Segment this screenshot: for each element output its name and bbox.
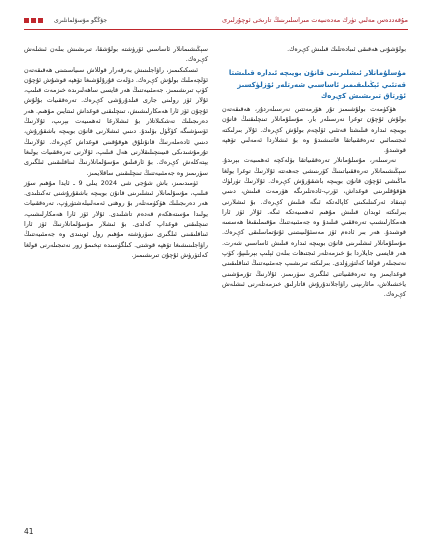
journal-name: ﺟﯘﯕﮕﻮ ﻣﯘﺳﯘﻟﻤﺎﻧﻠﯩﺮﻯ [54,17,108,24]
section-title: ﻣﯘﻗﻪﺩﺩﻩﺱ ﻣﻪﻟﯩﻲ ﺗﯜﺭﻙ ﻣﻪﺩﻩﻧﯩﻴﻪﺕ ﻣﯩﺮﺍﺳﻠﯩﺮﯨﻨﯩﯔ ﺗﺎﺭﯨﺨﻰ ﺋﻮﭼﯘﺭﻟﯩﺮﻯ [221,16,408,24]
paragraph: ﺋﯜﻣﯩﺪﯨﻤﯩﺰ، ﺑﺎﺵ ﺷﯘﺟﻰ ﺷﻰ 2024 ﻳﯩﻠﻰ 9 ـ ﺋﺎﻳﺪﺍ ﻣﯘﮬﯩﻢ ﺳﯚﺯ ﻗﯩﻠﯩﭗ، ﻣﯘﺳﯘﻟﻤﺎﻧﻼﺭ ﺋﯩﺸﻠﯩﺮﯨﻨﻰ ﻗﺎﻧﯘﻥ ﺑﻮﻳﯩﭽﻪ ﺑﺎﺷﻘﯘﺭﯗﺷﻨﻰ ﺗﻪﻛﯩﺘﻠﯩﺪﻯ. ﮬﻪﺭ ﺩﻩﺭﯨﺠﯩﻠﯩﻚ ﮬﯚﻛﯜﻣﻪﺗﻠﻪﺭ ﺑﯘ ﺭﻭﮬﻨﻰ ﺋﻪﻣﻪﻟﯩﻴﻠﻪﺷﺘﯜﺭﯛﭖ، ﺗﻪﺭﻩﻗﻘﯩﻴﺎﺕ ﻳﻮﻟﯩﺪﺍ ﻣﯘﺳﺘﻪﮬﻜﻪﻡ ﻗﻪﺩﻩﻡ ﺗﺎﺷﻠﯩﺪﻯ. ﺋﯘﻻﺭ ﺋﯚﺯ ﺋﺎﺭﺍ ﮬﻪﻣﻜﺎﺭﻟﯩﺸﯩﭗ، ﺗﯩﻨﭽﻠﯩﻘﻨﻰ ﻗﻮﻏﺪﺍﭖ ﻛﻪﻟﺪﻯ. ﺑﯘ ﺋﯩﺸﻼﺭ ﻣﯘﺳﯘﻟﻤﺎﻧﻼﺭﻧﯩﯔ ﺋﯚﺯ ﺋﺎﺭﺍ ﺋﯩﻨﺎﻗﻠﯩﻘﯩﻨﻰ ﺋﯩﻠﮕﯩﺮﻯ ﺳﯜﺭﯛﺷﺘﻪ ﻣﯘﮬﯩﻢ ﺭﻭﻝ ﺋﻮﻳﻨﯩﺪﻯ ﻭﻩ ﺟﻪﻣﺌﯩﻴﻪﺗﻨﯩﯔ ﺭﺍﯞﺍﺟﻠﯩﻨﯩﺸﯩﻐﺎ ﺗﯚﮬﭙﻪ ﻗﻮﺷﺘﻰ. ﻛﯩﻠﮕﯜﺳﯩﺪﻩ ﺗﯧﺨﯩﻤﯘ ﺯﻭﺭ ﻧﻪﺗﯩﺠﯩﻠﻪﺭﻧﻰ ﻗﻮﻟﻐﺎ ﻛﻪﻟﺘﯜﺭﯛﺵ ﺋﯘﭼﯘﻥ ﺗﯩﺮﯨﺸﯩﻤﯩﺰ. [24,178,208,259]
header-squares-decoration [24,18,43,23]
right-column [222,44,406,300]
paragraph: ﺑﻮﻟﯘﺷﯘﻧﻰ ﮬﻪﻗﯩﻘﻰ ﺋﯩﺒﺎﺩﻩﺗﻠﯩﻚ ﻗﯩﻠﯩﺶ ﻛېﺮﻩﻙ. [287,45,406,53]
paragraph: ﺳﯧﯖﯩﺸﯩﻤﺎﻧﻼﺭ ﺋﺎﺳﺎﺳﯩﻲ ﺋﯚﺭﯛﺷﺘﻪ ﺑﻮﻟﯘﺷﻘﺎ، ﺗﯩﺮﯨﺸﯩﺶ ﺑﯩﻠﻪﻥ ﺋﯩﺸﻠﻪﺵ ﻛېﺮﻩﻙ. [24,45,208,64]
header-rule [24,29,408,30]
section-heading: ﻣﯘﺳﻠﯘﻣﺎﻧﻼﺭ ﺋﯩﺸﻠﯩﺮﯨﻨﻰ ﻗﺎﻧﯘﻥ ﺑﻮﻳﯩﭽﻪ ﺋﯩﺪﺍﺭﻩ ﻗﯩﻠﯩﺸﺘﺎ ﻗﻪﺗﺌﯩﻲ ﺋﯧﯖﯩﻠﯩﻘﯩﻤﯩﺰ ﺋﺎﺳﺎﺳﯩﻲ ﺷﻪﺭﺗﻠﻪﺭ ﺋﯚﺯﻟﯜﻛﺴﯩﺰ ﺋﯚﺭﺗﺎﻕ ﺗﯩﺮﯨﺸﯩﺶ ﻛېﺮﻩﻙ [228,69,406,100]
paragraph: ﺋﯩﺴﻜﯩﻜﯩﻤﯩﺰ، ﺭﺍﯞﺍﺟﻠﯩﻨﯩﺶ ﺑﻪﺭﻗﻪﺭﺍﺭ ﻗﻮﻟﻼﺵ ﺳﯩﻴﺎﺳﯩﺘﯩﻨﻰ ﮬﻪﻗﯩﻘﻪﺗﻪﻥ ﺋﯚﻟﭽﻪﻣﻠﯩﻚ ﺑﻮﻟﯘﺵ ﻛېﺮﻩﻙ. ﺩﯙﻟﻪﺕ ﻗﯘﺭﯗﻟﯘﺷﯩﻐﺎ ﺗﯚﮬﭙﻪ ﻗﻮﺷﯘﺵ ﺋﯘﭼﯘﻥ ﻛﯚﭖ ﺗﯩﺮﯨﺸﯩﻤﯩﺰ. ﺟﻪﻣﺌﯩﻴﻪﺗﻨﯩﯔ ﮬﻪﺭ ﻗﺎﻳﺴﻰ ﺳﺎﮬﻪﻟﯩﺮﯨﺪﻩ ﺧﯩﺰﻣﻪﺕ ﻗﯩﻠﯩﭗ، ﺋﯘﻻﺭ ﺋﯚﺯ ﺭﻭﻟﯩﻨﻰ ﺟﺎﺭﻯ ﻗﯩﻠﺪﯗﺭﯗﺷﻰ ﻛېﺮﻩﻙ. ﺗﻪﺭﻩﻗﻘﯩﻴﺎﺕ ﺑﯘﻟﯘﺵ ﺋﯘﭼﯘﻥ ﺋﯚﺯ ﺋﺎﺭﺍ ﮬﻪﻣﻜﺎﺭﻟﯩﺸﯩﺶ، ﺗﯩﻨﭽﻠﯩﻘﻨﻰ ﻗﻮﻏﺪﺍﺵ ﺋﯩﻨﺘﺎﻳﯩﻦ ﻣﯘﮬﯩﻢ. ﮬﻪﺭ ﺩﻩﺭﯨﺠﯩﻠﯩﻚ ﺗﻪﺷﻜﯩﻼﺗﻼﺭ ﺑﯘ ﺋﯩﺸﻼﺭﻏﺎ ﺋﻪﮬﻤﯩﻴﻪﺕ ﺑﯧﺮﯨﭗ، ﺋﯘﻻﺭﻧﯩﯔ ﺋﯚﺳﯜﺷﯩﮕﻪ ﻛﯚﯕﯜﻝ ﺑﯚﻟﯩﺪﯗ. ﺩﯨﻨﯩﻲ ﺋﯩﺸﻼﺭﻧﻰ ﻗﺎﻧﯘﻥ ﺑﻮﻳﯩﭽﻪ ﺑﺎﺷﻘﯘﺭﯗﺵ، ﺩﯨﻨﯩﻲ ﺋﺎﺩﻩﻣﻠﻪﺭﻧﯩﯔ ﻗﺎﻧﯘﻧﻠﯘﻕ ﮬﻮﻗﯘﻗﯩﻨﻰ ﻗﻮﻏﺪﺍﺵ ﻛېﺮﻩﻙ. ﺋﯘﻻﺭﻧﯩﯔ ﺗﯘﺭﻣﯘﺷﯩﺪﯨﻜﻰ ﻗﯩﻴﯩﻨﭽﯩﻠﯩﻘﻼﺭﻧﻰ ﮬﻪﻝ ﻗﯩﻠﯩﭗ، ﺋﯘﻻﺭﻧﻰ ﺗﻪﺭﻩﻗﻘﯩﻴﺎﺕ ﻳﻮﻟﯩﻐﺎ ﻳﯧﺘﻪﻛﻠﻪﺵ ﻛېﺮﻩﻙ. ﺑﯘ ﺋﺎﺭﻗﯩﻠﯩﻖ ﻣﯘﺳﯘﻟﻤﺎﻧﻼﺭﻧﯩﯔ ﺋﯩﻨﺎﻗﻠﯩﻘﯩﻨﻰ ﺋﯩﻠﮕﯩﺮﻯ ﺳﯜﺭﯨﻤﯩﺰ ﻭﻩ ﺟﻪﻣﺌﯩﻴﻪﺗﻨﯩﯔ ﺗﯩﻨﭽﻠﯩﻘﯩﻨﻰ ﺳﺎﻗﻼﻳﻤﯩﺰ. [24,65,208,177]
page-number: 41 [24,527,34,536]
page-header [24,15,408,29]
left-column [24,44,208,260]
paragraph: ﮬﯚﻛﯜﻣﻪﺕ ﺑﻮﻟﯘﺷﯩﻤﯩﺰ ﺗﯘﺭ ﮬﯚﺭﻣﻪﺗﺘﯩﻦ ﻧﻪﺭﺳﯩﻠﻪﺭﺩﯗﺭ، ﮬﻪﻗﯩﻘﻪﺗﻪﻥ ﺑﻮﻟﯘﺵ ﺋﯘﭼﯘﻥ ﺗﻮﻏﺮﺍ ﻧﻪﺭﺳﯩﻠﻪﺭ ﺑﺎﺭ. ﻣﯘﺳﻠﯘﻣﺎﻧﻼﺭ ﺗﯩﻨﭽﻠﯩﻘﻨﯩﯔ ﻗﺎﻧﯘﻥ ﺑﻮﻳﯩﭽﻪ ﺋﯩﺪﺍﺭﻩ ﻗﯩﻠﯩﺸﺘﺎ ﻗﻪﺗﺌﯩﻲ ﺋﯚﻟﭽﻪﻡ ﺑﻮﻟﯘﺵ ﻛېﺮﻩﻙ. ﺋﯘﻻﺭ ﺑﯩﺮﻟﯩﻜﺘﻪ ﺋﯩﺠﺘﯩﻤﺎﺋﯩﻲ ﺗﻪﺭﻩﻗﻘﯩﻴﺎﺗﻘﺎ ﻗﺎﺗﻨﯩﺸﯩﺪﯗ ﻭﻩ ﺑﯘ ﺋﯩﺸﻼﺭﺩﺍ ﺋﻪﻣﻪﻟﯩﻲ ﺗﯚﮬﭙﻪ ﻗﻮﺷﯩﺪﯗ. [222,104,406,155]
paragraph: ﻧﻪﺭﺳﯩﻠﻪﺭ، ﻣﯘﺳﻠﯘﻣﺎﻧﻼﺭ ﺗﻪﺭﻩﻗﻘﯩﻴﺎﺗﻘﺎ ﺑﯚﻟﻪﻛﭽﻪ ﺋﻪﮬﻤﯩﻴﻪﺕ ﺑﯧﺮﯨﺪﯗ. ﺳﯧﯖﯩﺸﯩﻤﺎﻧﻼﺭ ﺗﻪﺭﻩﻗﻘﯩﻴﺎﺗﯩﻨﯩﯔ ﻛﯚﺭﯨﻨﯩﺸﻰ ﺟﻪﮬﻪﺗﺘﻪ ﺋﯘﻻﺭﻧﯩﯔ ﺗﻮﻏﺮﺍ ﻳﻮﻟﻐﺎ ﻣﺎﯕﯩﺸﻰ ﺋﯘﭼﯘﻥ ﻗﺎﻧﯘﻥ ﺑﻮﻳﯩﭽﻪ ﺑﺎﺷﻘﯘﺭﯗﺵ ﻛېﺮﻩﻙ. ﺋﯘﻻﺭﻧﯩﯔ ﺗﯜﺭﻟﯜﻙ ﮬﯚﻗﯘﻗﻠﯩﺮﯨﻨﻰ ﻗﻮﻏﺪﺍﺵ، ﺋﯚﺭﭖ-ﺋﺎﺩﻩﺗﻠﯩﺮﯨﮕﻪ ﮬﯚﺭﻣﻪﺕ ﻗﯩﻠﯩﺶ، ﺩﯨﻨﯩﻲ ﺋﯧﺘﯩﻘﺎﺩ ﺋﻪﺭﻛﯩﻨﻠﯩﻜﯩﻨﻰ ﻛﺎﭘﺎﻟﻪﺗﻜﻪ ﺋﯩﮕﻪ ﻗﯩﻠﯩﺶ ﻛېﺮﻩﻙ. ﺑﯘ ﺋﯩﺸﻼﺭﻧﻰ ﺑﯩﺮﻟﯩﻜﺘﻪ ﺋﻮﺑﺪﺍﻥ ﻗﯩﻠﯩﺶ ﻣﯘﮬﯩﻢ ﺋﻪﮬﻤﯩﻴﻪﺗﻜﻪ ﺋﯩﮕﻪ. ﺋﯘﻻﺭ ﺋﯚﺯ ﺋﺎﺭﺍ ﮬﻪﻣﻜﺎﺭﻟﯩﺸﯩﭗ ﺗﻪﺭﻩﻗﻘﯩﻲ ﻗﯩﻠﯩﺪﯗ ﻭﻩ ﺟﻪﻣﺌﯩﻴﻪﺗﻨﯩﯔ ﻣﯘﻗﯩﻤﻠﯩﻘﯩﻐﺎ ﮬﻪﺳﺴﻪ ﻗﻮﺷﯩﺪﯗ. ﮬﻪﺭ ﺑﯩﺮ ﺋﺎﺩﻩﻡ ﺋﯚﺯ ﻣﻪﺳﺌﯘﻟﯩﻴﯩﺘﯩﻨﻰ ﺋﯘﻧﯘﺗﻤﺎﺳﻠﯩﻘﻰ ﻛېﺮﻩﻙ. ﻣﯘﺳﻠﯘﻣﺎﻧﻼﺭ ﺋﯩﺸﻠﯩﺮﯨﻨﻰ ﻗﺎﻧﯘﻥ ﺑﻮﻳﯩﭽﻪ ﺋﯩﺪﺍﺭﻩ ﻗﯩﻠﯩﺶ ﺋﺎﺳﺎﺳﯩﻲ ﺷﻪﺭﺕ. ﮬﻪﺭ ﻗﺎﻳﺴﻰ ﺟﺎﻳﻼﺭﺩﺍ ﺑﯘ ﺧﯩﺰﻣﻪﺗﻠﻪﺭ ﺋﯩﺠﺘﯩﮬﺎﺕ ﺑﯩﻠﻪﻥ ﺋﯧﻠﯩﭗ ﺑﯧﺮﯨﻠﯩﭙﯘ، ﻛﯚﭖ ﻧﻪﺗﯩﺠﯩﻠﻪﺭ ﻗﻮﻟﻐﺎ ﻛﻪﻟﺘﯜﺭﯛﻟﺪﻯ. ﺑﯩﺮﻟﯩﻜﺘﻪ ﺗﯩﺮﯨﺸﯩﭗ ﺟﻪﻣﺌﯩﻴﻪﺗﻨﯩﯔ ﺋﯩﻨﺎﻗﻠﯩﻘﯩﻨﻰ ﻗﻮﻏﺪﺍﻳﻤﯩﺰ ﻭﻩ ﺗﻪﺭﻩﻗﻘﯩﻴﺎﺗﻨﻰ ﺋﯩﻠﮕﯩﺮﻯ ﺳﯜﺭﯨﻤﯩﺰ. ﺋﯘﻻﺭﻧﯩﯔ ﺗﯘﺭﻣﯘﺷﯩﻨﻰ ﻳﺎﺧﺸﯩﻼﺵ، ﻣﺎﺋﺎﺭﯨﭙﻨﻰ ﺭﺍﯞﺍﺟﻼﻧﺪﯗﺭﯗﺵ ﻗﺎﺗﺎﺭﻟﯩﻖ ﺧﯩﺰﻣﻪﺗﻠﻪﺭﻧﻰ ﺋﯩﺸﻠﻪﺵ ﻛېﺮﻩﻙ. [222,156,406,299]
